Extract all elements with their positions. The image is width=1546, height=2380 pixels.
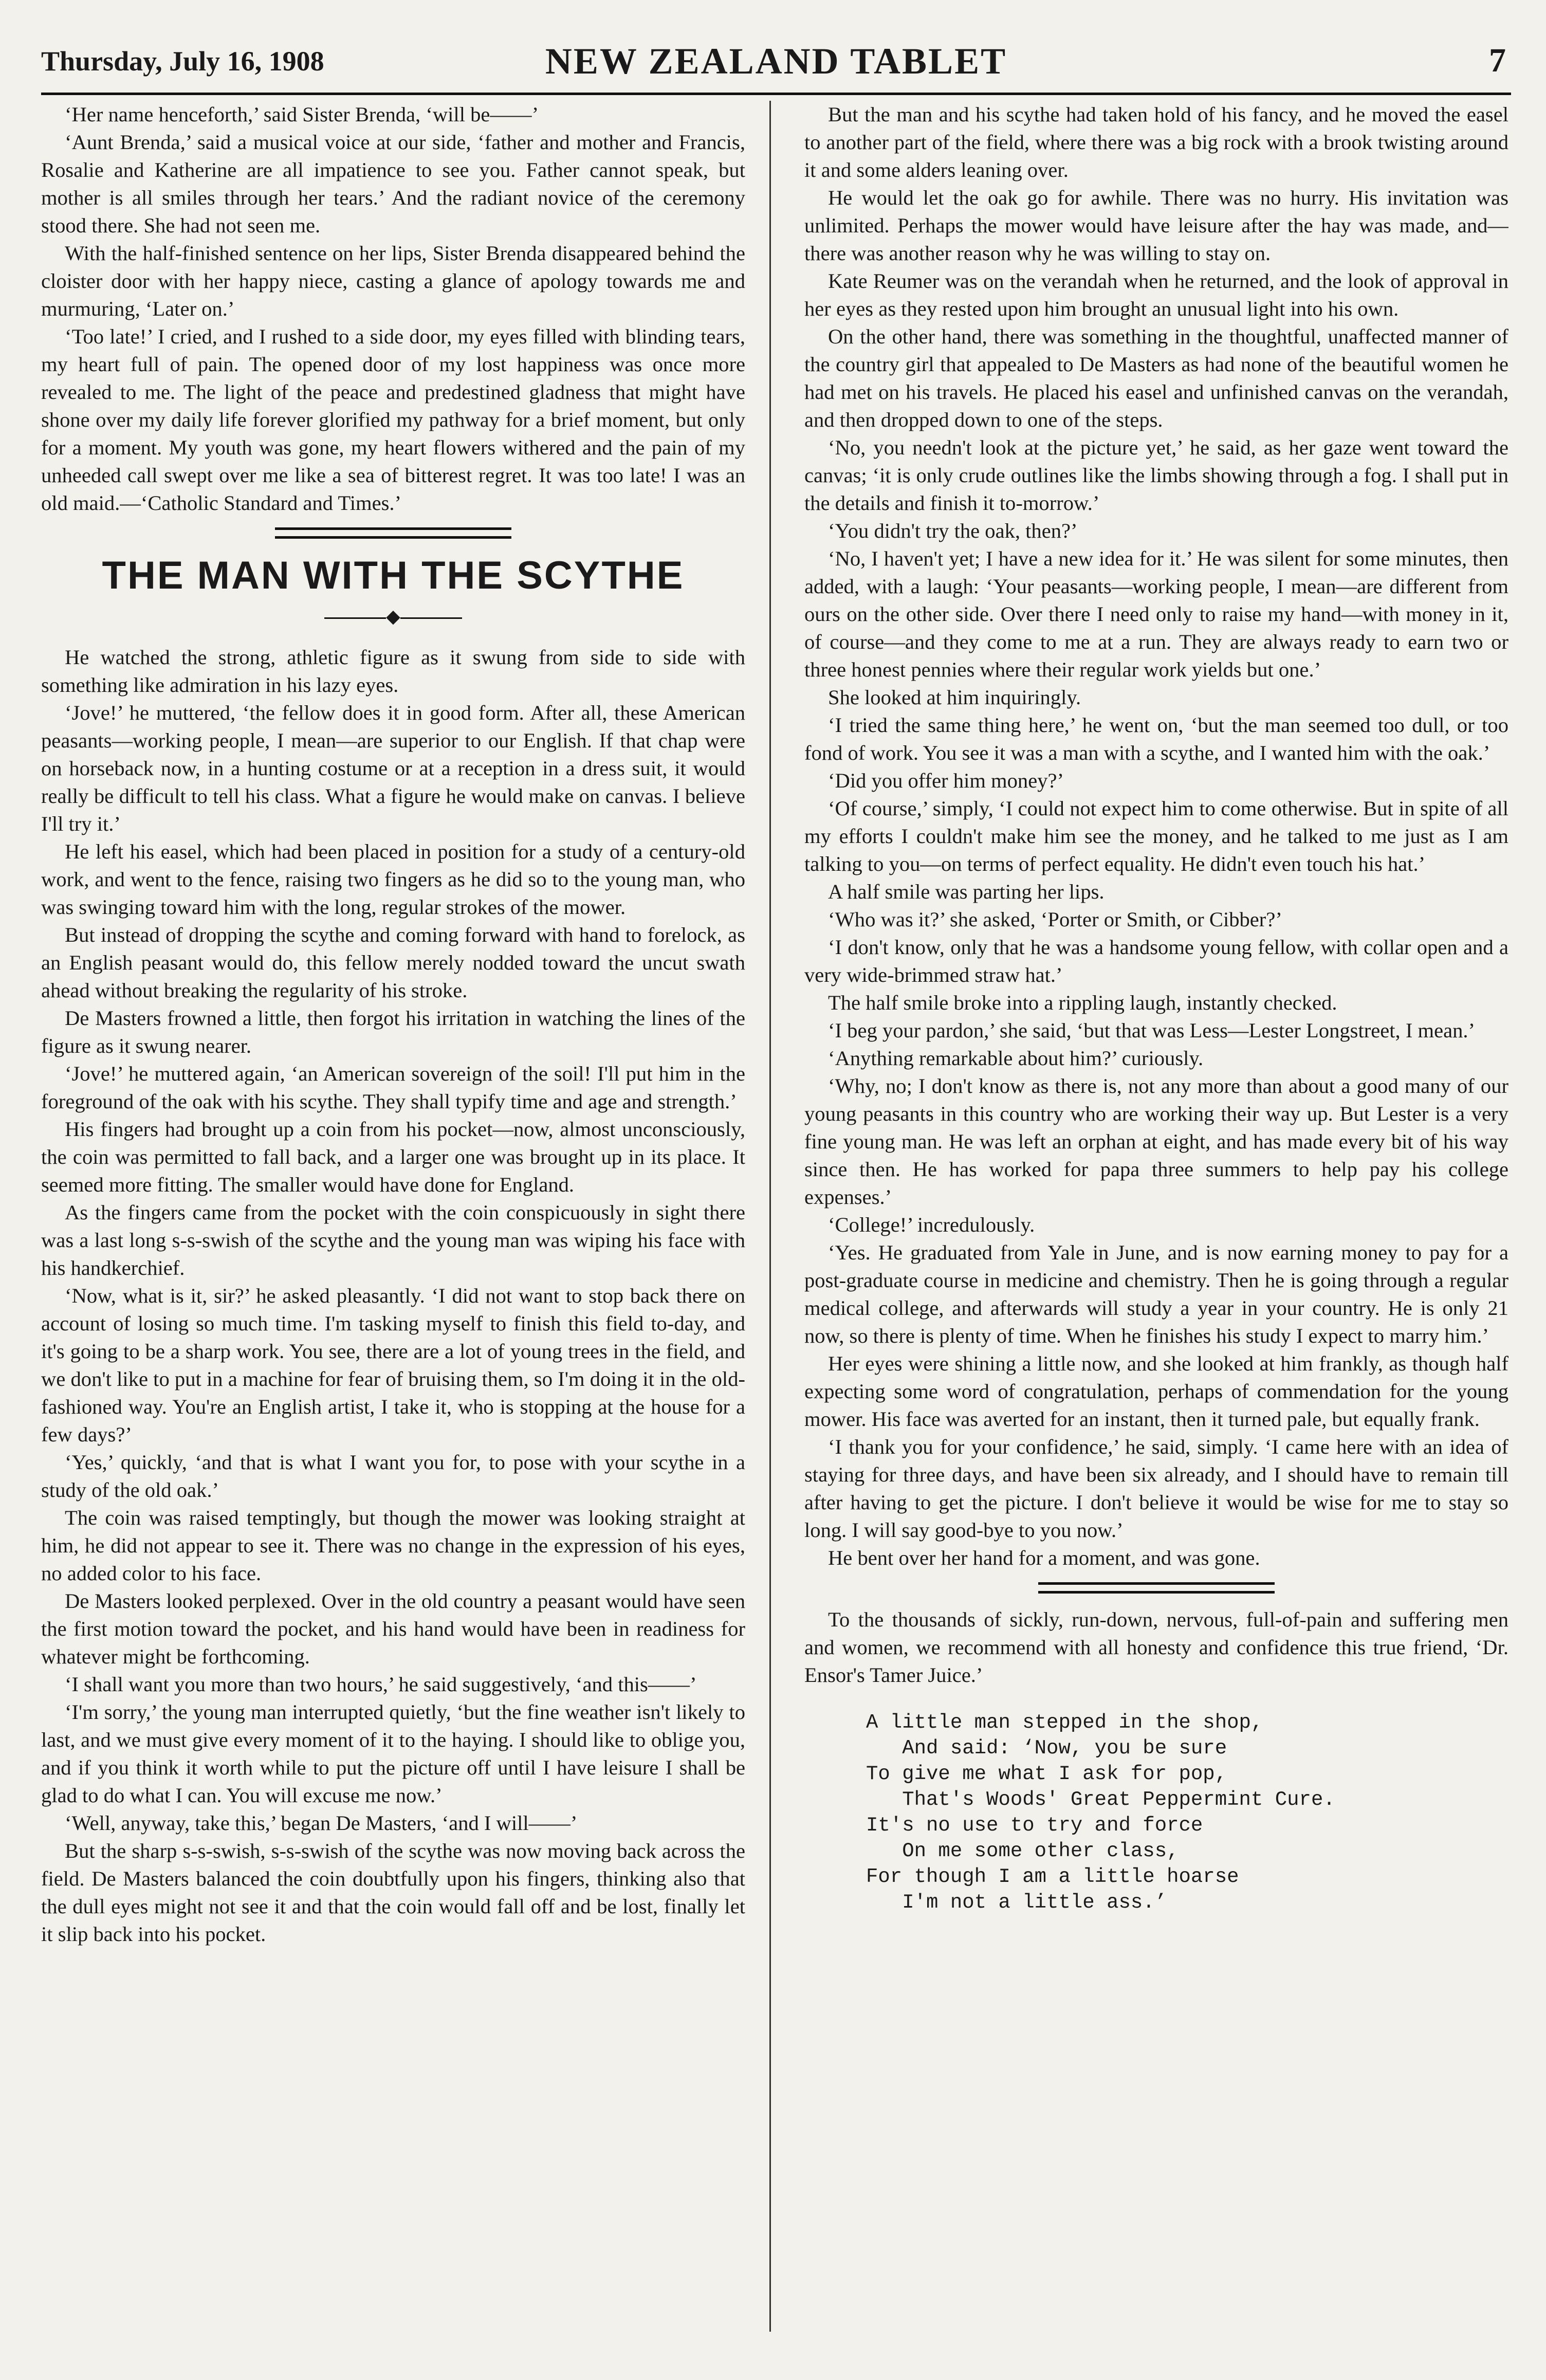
paragraph: ‘College!’ incredulously. [828,1213,1035,1236]
paragraph: ‘Aunt Brenda,’ said a musical voice at our side, ‘father and mother and Francis, Rosalie and Katherine are all impatience to see you. Father cannot speak, but mother is all smiles through her tears.’ And the radiant novice of the ceremony stood there. She had not seen me. [41,131,745,237]
paragraph: ‘Why, no; I don't know as there is, not any more than about a good many of our young peasants in this country who are working their way up. But Lester is a very fine young man. He was left an orphan at eight, and has made every bit of his way since then. He has worked for papa three summers to help pay his college expenses.’ [804,1074,1508,1209]
poem-line: On me some other class, [866,1840,1179,1862]
column-divider [769,101,771,2332]
paragraph: ‘Her name henceforth,’ said Sister Brenda, ‘will be——’ [65,103,539,126]
paragraph: ‘Did you offer him money?’ [828,769,1064,792]
paragraph: ‘Who was it?’ she asked, ‘Porter or Smith, or Cibber?’ [828,908,1282,931]
paragraph: ‘I thank you for your confidence,’ he said, simply. ‘I came here with an idea of staying for three days, and have been six already, and I should have to remain till after having to get the picture. I don't believe it would be wise for me to stay so long. I will say good-bye to you now.’ [804,1435,1508,1542]
paragraph: ‘Jove!’ he muttered again, ‘an American sovereign of the soil! I'll put him in the foreground of the oak with his scythe. They shall typify time and age and strength.’ [41,1062,745,1113]
paragraph: ‘Yes. He graduated from Yale in June, and is now earning money to pay for a post-graduate course in medicine and chemistry. Then he is going through a regular medical college, and afterwards will study a year in your country. He is only 21 now, so there is plenty of time. When he finishes his study I expect to marry him.’ [804,1241,1508,1347]
paragraph: ‘No, I haven't yet; I have a new idea for it.’ He was silent for some minutes, then added, with a laugh: ‘Your peasants—working people, I mean—are different from ours on the other side. Over there I need only to raise my hand—with money in it, of course—and they come to me at a run. They are always ready to earn two or three honest pennies where their regular work yields but one.’ [804,547,1508,681]
title-ornament: ◆ [41,603,745,629]
paragraph: But the sharp s-s-swish, s-s-swish of the scythe was now moving back across the field. De Masters balanced the coin doubtfully upon his fingers, thinking also that the dull eyes might not see it and that the coin would fall off and be lost, finally let it slip back into his pocket. [41,1839,745,1946]
story-body-right [804,101,1508,1572]
issue-date: Thursday, July 16, 1908 [41,46,324,77]
paragraph: ‘Yes,’ quickly, ‘and that is what I want you for, to pose with your scythe in a study of the old oak.’ [41,1451,745,1502]
previous-story-ending [41,101,745,517]
paragraph: ‘I tried the same thing here,’ he went on, ‘but the man seemed too dull, or too fond of work. You see it was a man with a scythe, and I wanted him with the oak.’ [804,713,1508,764]
poem-line: A little man stepped in the shop, [866,1711,1263,1734]
paragraph: His fingers had brought up a coin from his pocket—now, almost unconsciously, the coin was permitted to fall back, and a larger one was brought up in its place. It seemed more fitting. The smaller would have done for England. [41,1118,745,1196]
paragraph: ‘I'm sorry,’ the young man interrupted quietly, ‘but the fine weather isn't likely to last, and we must give every moment of it to the haying. I should like to oblige you, and if you think it worth while to put the picture off until I have leisure I shall be glad to do what I can. You will excuse me now.’ [41,1700,745,1807]
page-number: 7 [1489,42,1506,79]
section-divider [275,527,511,539]
story-body-left [41,644,745,1948]
paragraph: ‘You didn't try the oak, then?’ [828,519,1078,542]
paragraph: He would let the oak go for awhile. There was no hurry. His invitation was unlimited. Perhaps the mower would have leisure after the hay was made, and—there was another reason why he was willing to stay on. [804,186,1508,265]
paragraph: ‘Too late!’ I cried, and I rushed to a side door, my eyes filled with blinding tears, my heart full of pain. The opened door of my lost happiness was once more revealed to me. The light of the peace and predestined gladness that might have shone over my daily life forever glorified my pathway for a brief moment, but only for a moment. My youth was gone, my heart flowers withered and the pain of my unheeded call swept over me like a sea of bitterest regret. It was too late! I was an old maid.—‘Catholic Standard and Times.’ [41,325,745,515]
paragraph: Kate Reumer was on the verandah when he returned, and the look of approval in her eyes as they rested upon him brought an unusual light into his own. [804,269,1508,320]
poem-line: For though I am a little hoarse [866,1865,1239,1888]
paragraph: Her eyes were shining a little now, and she looked at him frankly, as though half expecting some word of congratulation, perhaps of commendation for the young mower. His face was averted for an instant, then it turned pale, but equally frank. [804,1352,1508,1431]
paragraph: ‘I shall want you more than two hours,’ he said suggestively, ‘and this——’ [65,1673,697,1696]
paragraph: A half smile was parting her lips. [828,880,1105,903]
paragraph: ‘Anything remarkable about him?’ curiously. [828,1047,1204,1070]
paragraph: He left his easel, which had been placed in position for a study of a century-old work, and went to the fence, raising two fingers as he did so to the young man, who was swinging toward him with the long, regular strokes of the mower. [41,840,745,919]
paragraph: He watched the strong, athletic figure as it swung from side to side with something like admiration in his lazy eyes. [41,646,745,697]
poem-line: To give me what I ask for pop, [866,1763,1227,1785]
paragraph: ‘Now, what is it, sir?’ he asked pleasantly. ‘I did not want to stop back there on account of losing so much time. I'm tasking myself to finish this field to-day, and it's going to be a sharp work. You see, there are a lot of young trees in the field, and we don't like to put in a machine for fear of bruising them, so I'm doing it in the old-fashioned way. You're an English artist, I take it, who is stopping at the house for a few days?’ [41,1284,745,1446]
left-column [41,101,745,2332]
advertisement-text: To the thousands of sickly, run-down, nervous, full-of-pain and suffering men and women, we recommend with all honesty and confidence this true friend, ‘Dr. Ensor's Tamer Juice.’ [804,1608,1508,1687]
poem-line: And said: ‘Now, you be sure [866,1737,1227,1760]
paragraph: On the other hand, there was something in the thoughtful, unaffected manner of the country girl that appealed to De Masters as had none of the beautiful women he had met on his travels. He placed his easel and unfinished canvas on the verandah, and then dropped down to one of the steps. [804,325,1508,431]
section-divider [1038,1582,1275,1594]
paragraph: De Masters looked perplexed. Over in the old country a peasant would have seen the first motion toward the pocket, and his hand would have been in readiness for whatever might be forthcoming. [41,1589,745,1668]
paragraph: The half smile broke into a rippling laugh, instantly checked. [828,991,1337,1014]
right-column [804,101,1508,2332]
poem-line: I'm not a little ass.’ [866,1891,1167,1914]
paragraph: ‘I beg your pardon,’ she said, ‘but that was Less—Lester Longstreet, I mean.’ [828,1019,1476,1042]
paragraph: The coin was raised temptingly, but though the mower was looking straight at him, he did not appear to see it. There was no change in the expression of his eyes, no added color to his face. [41,1506,745,1585]
paragraph: She looked at him inquiringly. [828,686,1081,709]
paragraph: ‘Well, anyway, take this,’ began De Masters, ‘and I will——’ [65,1811,578,1835]
paragraph: With the half-finished sentence on her lips, Sister Brenda disappeared behind the cloister door with her happy niece, casting a glance of apology towards me and murmuring, ‘Later on.’ [41,242,745,320]
paragraph: De Masters frowned a little, then forgot his irritation in watching the lines of the figure as it swung nearer. [41,1006,745,1057]
paragraph: ‘No, you needn't look at the picture yet,’ he said, as her gaze went toward the canvas; ‘it is only crude outlines like the limbs showing through a fog. I shall put in the details and finish it to-morrow.’ [804,436,1508,515]
poem-line: That's Woods' Great Peppermint Cure. [866,1788,1335,1811]
story-title: THE MAN WITH THE SCYTHE [102,554,685,597]
paragraph: ‘Of course,’ simply, ‘I could not expect him to come otherwise. But in spite of all my efforts I couldn't make him see the money, and he talked to me just as I am talking to you—on terms of perfect equality. He didn't even touch his hat.’ [804,797,1508,875]
paragraph: But the man and his scythe had taken hold of his fancy, and he moved the easel to another part of the field, where there was a big rock with a brook twisting around it and some alders leaning over. [804,103,1508,181]
poem-line: It's no use to try and force [866,1814,1203,1837]
paragraph: But instead of dropping the scythe and coming forward with hand to forelock, as an English peasant would do, this fellow merely nodded toward the uncut swath ahead without breaking the regularity of his stroke. [41,923,745,1002]
paragraph: He bent over her hand for a moment, and was gone. [828,1546,1260,1569]
newspaper-title: NEW ZEALAND TABLET [545,41,1007,82]
paragraph: ‘Jove!’ he muttered, ‘the fellow does it in good form. After all, these American peasants—working people, I mean—are superior to our English. If that chap were on horseback now, in a hunting costume or at a reception in a dress suit, it would really be difficult to tell his class. What a figure he would make on canvas. I believe I'll try it.’ [41,701,745,835]
advertisement-poem [804,1710,1508,1915]
paragraph: ‘I don't know, only that he was a handsome young fellow, with collar open and a very wide-brimmed straw hat.’ [804,936,1508,986]
paragraph: As the fingers came from the pocket with the coin conspicuously in sight there was a last long s-s-swish of the scythe and the young man was wiping his face with his handkerchief. [41,1201,745,1279]
masthead [41,36,1511,95]
